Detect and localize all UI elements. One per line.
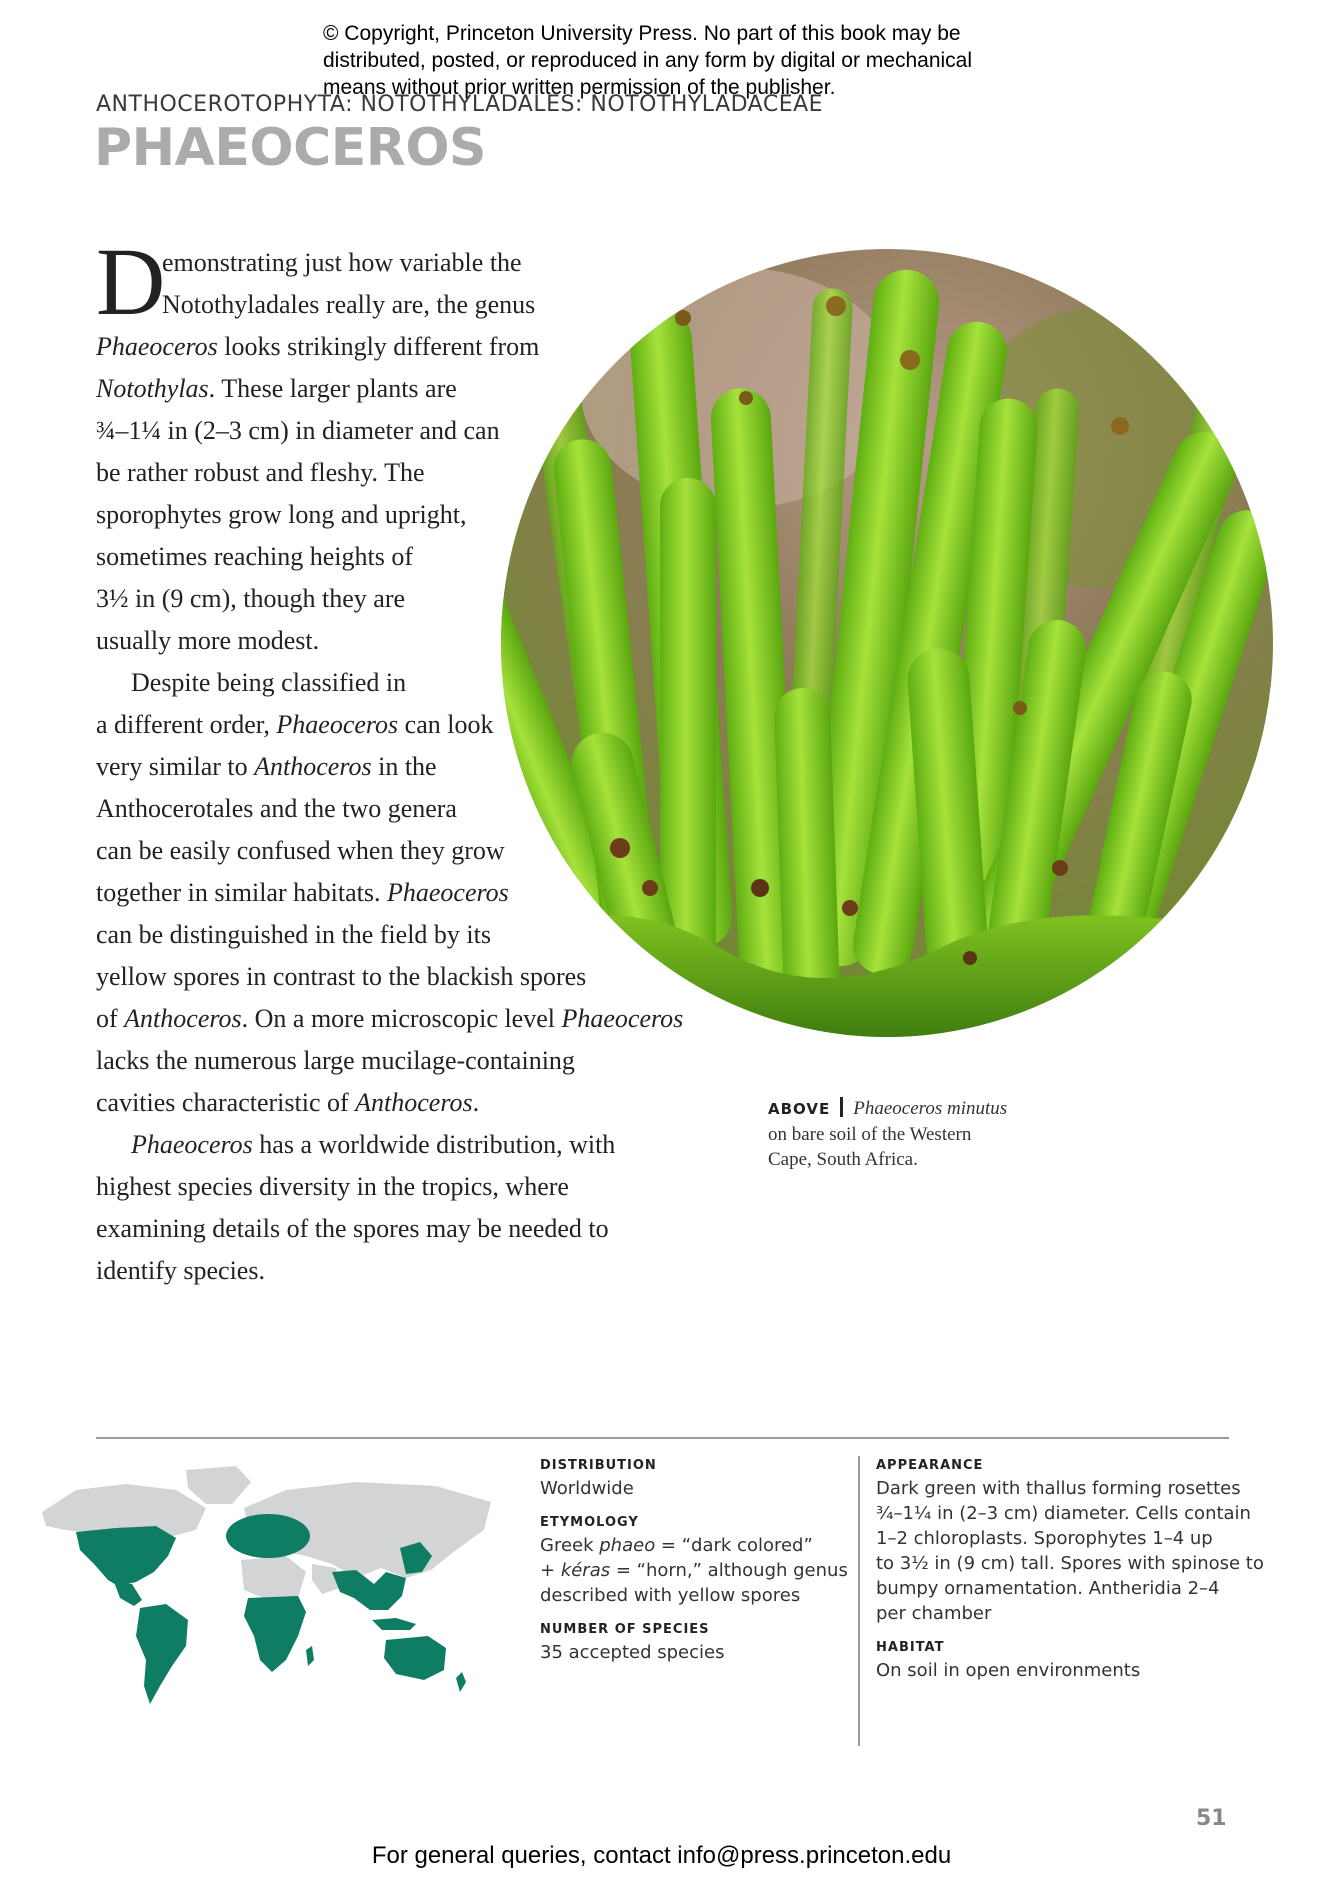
footer-contact: For general queries, contact info@press.princeton.edu [371,1842,952,1869]
caption-label: ABOVE [768,1100,831,1118]
etymology-line: + kéras = “horn,” although genus [540,1560,848,1581]
text-line: sporophytes grow long and upright, [96,500,467,529]
text-line: Phaeoceros has a worldwide distribution, with [131,1130,616,1159]
copyright-line: © Copyright, Princeton University Press. No part of this book may be [323,22,961,45]
text-line: a different order, Phaeoceros can look [96,710,494,739]
caption-first-line [768,1096,1048,1122]
copyright-line: means without prior written permission of the publisher. [323,76,836,99]
caption-line: Cape, South Africa. [768,1149,918,1170]
section-divider [96,1437,1229,1439]
taxonomy-heading: ANTHOCEROTOPHYTA: NOTOTHYLADALES: NOTOTHYLADACEAE [96,92,824,117]
appearance-line: per chamber [876,1603,992,1624]
text-line: lacks the numerous large mucilage-containing [96,1046,575,1075]
text-line: usually more modest. [96,626,320,655]
etymology-line: Greek phaeo = “dark colored” [540,1535,813,1556]
text-line: highest species diversity in the tropics, where [96,1172,569,1201]
text-line: 3½ in (9 cm), though they are [96,584,406,613]
appearance-label: APPEARANCE [876,1458,984,1473]
world-distribution-map [36,1460,506,1720]
distribution-value: Worldwide [540,1478,634,1499]
caption-species: Phaeoceros minutus [853,1098,1008,1119]
appearance-line: 1–2 chloroplasts. Sporophytes 1–4 up [876,1528,1213,1549]
copyright-notice [323,20,1043,101]
appearance-line: ¾–1¼ in (2–3 cm) diameter. Cells contain [876,1503,1251,1524]
text-line: examining details of the spores may be needed to [96,1214,609,1243]
text-line: can be easily confused when they grow [96,836,505,865]
caption-line: on bare soil of the Western [768,1124,972,1145]
text-line: be rather robust and fleshy. The [96,458,425,487]
appearance-line: Dark green with thallus forming rosettes [876,1478,1241,1499]
text-line: ¾–1¼ in (2–3 cm) in diameter and can [96,416,500,445]
photo-caption [768,1096,1048,1172]
habitat-label: HABITAT [876,1640,945,1655]
caption-divider [840,1097,843,1117]
text-line: Despite being classified in [131,668,407,697]
facts-column-left [540,1458,848,1679]
text-line: very similar to Anthoceros in the [96,752,437,781]
text-line: together in similar habitats. Phaeoceros [96,878,509,907]
distribution-label: DISTRIBUTION [540,1458,657,1473]
text-line: cavities characteristic of Anthoceros. [96,1088,480,1117]
text-line: Anthocerotales and the two genera [96,794,457,823]
page-title: PHAEOCEROS [94,118,486,178]
species-count-label: NUMBER OF SPECIES [540,1622,710,1637]
facts-column-right [876,1458,1264,1697]
text-line: identify species. [96,1256,265,1285]
appearance-line: to 3½ in (9 cm) tall. Spores with spinose to [876,1553,1264,1574]
text-line: of Anthoceros. On a more microscopic level Phaeoceros [96,1004,684,1033]
copyright-line: distributed, posted, or reproduced in any form by digital or mechanical [323,49,973,72]
text-line: sometimes reaching heights of [96,542,413,571]
moss-photo [500,248,1274,1038]
text-line: yellow spores in contrast to the blackish spores [96,962,587,991]
etymology-label: ETYMOLOGY [540,1515,639,1530]
text-line: Notothyladales really are, the genus [162,290,536,319]
column-divider [858,1456,860,1746]
appearance-line: bumpy ornamentation. Antheridia 2–4 [876,1578,1220,1599]
etymology-value [540,1533,848,1608]
text-line: can be distinguished in the field by its [96,920,491,949]
appearance-value [876,1476,1264,1626]
text-line: Notothylas. These larger plants are [96,374,457,403]
habitat-value: On soil in open environments [876,1660,1141,1681]
drop-cap: D [96,228,166,335]
text-line: Phaeoceros looks strikingly different from [96,332,540,361]
page-number: 51 [1196,1806,1227,1831]
etymology-line: described with yellow spores [540,1585,801,1606]
text-line: emonstrating just how variable the [162,248,522,277]
species-count-value: 35 accepted species [540,1642,725,1663]
